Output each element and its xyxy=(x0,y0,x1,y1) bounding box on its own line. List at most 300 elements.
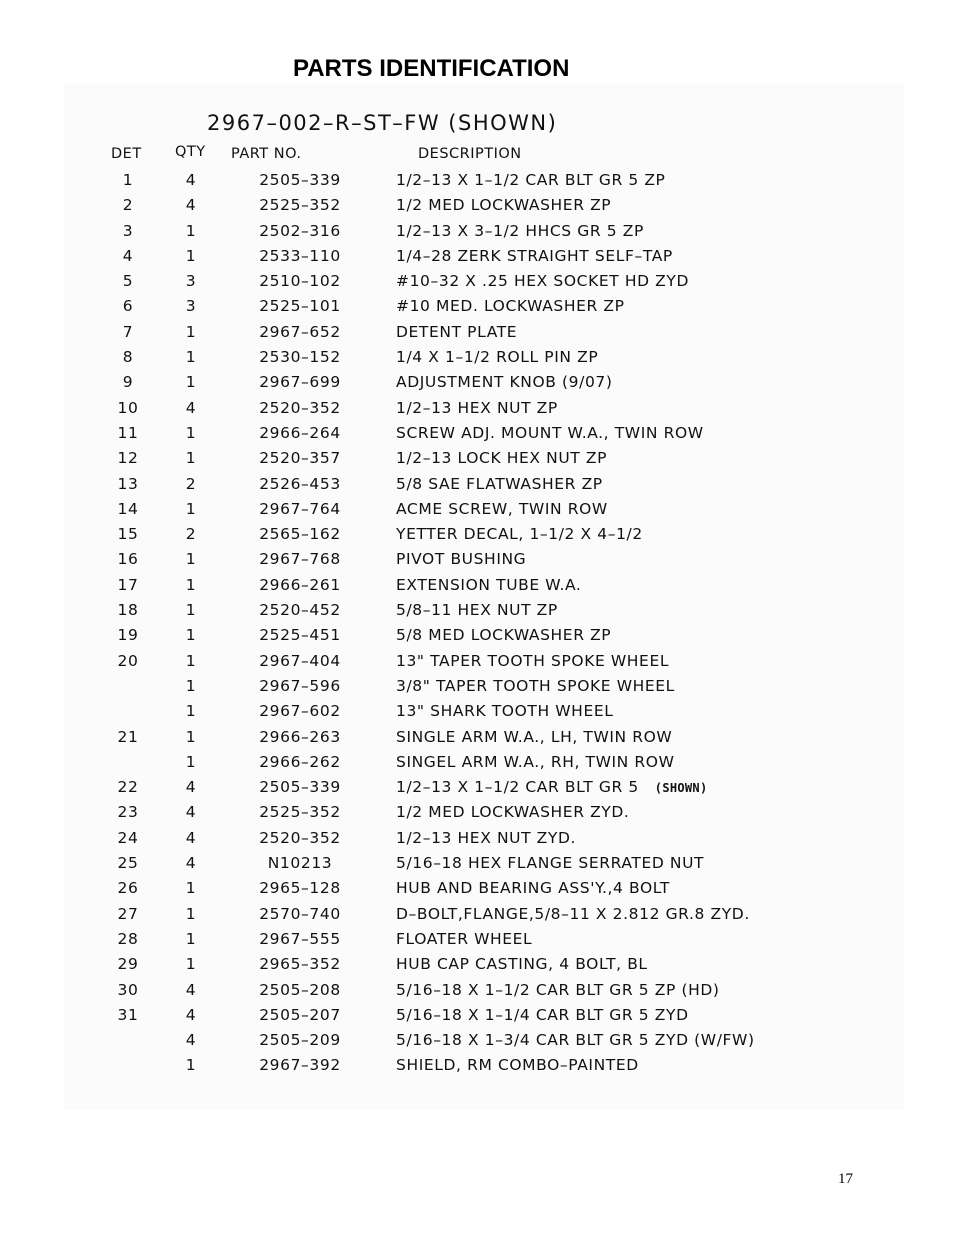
table-row xyxy=(0,522,954,547)
part-number-cell xyxy=(250,775,350,800)
qty-cell-text: 1 xyxy=(185,929,197,948)
det-cell-text: 30 xyxy=(117,980,139,999)
table-row xyxy=(0,598,954,623)
qty-cell-text: 1 xyxy=(185,676,197,695)
part-number-cell-text: 2565–162 xyxy=(259,525,341,544)
part-number-cell-text: 2525–101 xyxy=(259,297,341,316)
description-cell xyxy=(396,497,608,522)
table-row xyxy=(0,1053,954,1078)
part-number-cell xyxy=(250,320,350,345)
description-cell-text: 3/8" TAPER TOOTH SPOKE WHEEL xyxy=(396,676,675,695)
part-number-cell-text: N10213 xyxy=(267,854,333,873)
part-number-cell xyxy=(250,472,350,497)
description-cell-text: DETENT PLATE xyxy=(396,322,518,341)
qty-cell-text: 1 xyxy=(185,322,197,341)
qty-cell xyxy=(180,370,202,395)
qty-cell-text: 4 xyxy=(185,828,197,847)
part-number-cell-text: 2965–352 xyxy=(259,955,341,974)
qty-cell-text: 2 xyxy=(185,525,197,544)
part-number-cell xyxy=(250,649,350,674)
qty-cell xyxy=(180,219,202,244)
part-number-cell-text: 2520–357 xyxy=(259,449,341,468)
description-cell-text: #10–32 X .25 HEX SOCKET HD ZYD xyxy=(396,272,689,291)
qty-cell xyxy=(180,320,202,345)
part-number-cell xyxy=(250,294,350,319)
description-cell xyxy=(396,725,672,750)
table-row xyxy=(0,168,954,193)
description-cell xyxy=(396,320,517,345)
det-cell xyxy=(110,826,146,851)
description-cell-text: 1/2–13 X 3–1/2 HHCS GR 5 ZP xyxy=(396,221,644,240)
det-cell xyxy=(110,978,146,1003)
description-cell-text: 5/8–11 HEX NUT ZP xyxy=(396,601,558,620)
table-row xyxy=(0,902,954,927)
qty-cell-text: 4 xyxy=(185,196,197,215)
qty-cell xyxy=(180,826,202,851)
description-cell xyxy=(396,927,532,952)
qty-cell xyxy=(180,851,202,876)
table-row xyxy=(0,725,954,750)
description-cell-text: YETTER DECAL, 1–1/2 X 4–1/2 xyxy=(396,525,643,544)
det-cell-text: 22 xyxy=(117,778,139,797)
description-cell xyxy=(396,1053,639,1078)
qty-cell xyxy=(180,649,202,674)
table-row xyxy=(0,927,954,952)
det-cell-text: 23 xyxy=(117,803,139,822)
table-row xyxy=(0,269,954,294)
description-cell xyxy=(396,522,643,547)
description-cell-text: 1/2–13 HEX NUT ZP xyxy=(396,398,558,417)
det-cell xyxy=(110,396,146,421)
table-row xyxy=(0,244,954,269)
description-cell xyxy=(396,775,707,801)
table-row xyxy=(0,219,954,244)
table-row xyxy=(0,573,954,598)
description-cell xyxy=(396,421,704,446)
qty-cell xyxy=(180,244,202,269)
table-row xyxy=(0,370,954,395)
qty-cell xyxy=(180,547,202,572)
det-cell-text: 31 xyxy=(117,1005,139,1024)
det-cell-text: 13 xyxy=(117,474,139,493)
det-cell-text: 6 xyxy=(122,297,134,316)
description-cell-text: 5/16–18 X 1–1/4 CAR BLT GR 5 ZYD xyxy=(396,1005,689,1024)
shown-note: (SHOWN) xyxy=(654,781,708,796)
qty-cell xyxy=(180,1053,202,1078)
part-number-cell xyxy=(250,522,350,547)
part-number-cell xyxy=(250,699,350,724)
parts-table xyxy=(0,168,954,1079)
qty-cell xyxy=(180,876,202,901)
det-cell-text: 20 xyxy=(117,651,139,670)
table-row xyxy=(0,421,954,446)
qty-cell-text: 1 xyxy=(185,499,197,518)
part-number-cell xyxy=(250,497,350,522)
qty-cell-text: 1 xyxy=(185,626,197,645)
description-cell xyxy=(396,547,526,572)
part-number-cell-text: 2526–453 xyxy=(259,474,341,493)
det-cell-text: 9 xyxy=(122,373,134,392)
qty-cell xyxy=(180,775,202,800)
part-number-cell-text: 2505–339 xyxy=(259,171,341,189)
det-cell-text: 3 xyxy=(122,221,134,240)
qty-cell-text: 1 xyxy=(185,879,197,898)
description-cell-text: 5/16–18 X 1–1/2 CAR BLT GR 5 ZP (HD) xyxy=(396,980,720,999)
qty-cell xyxy=(180,674,202,699)
description-cell-text: ACME SCREW, TWIN ROW xyxy=(396,499,608,518)
description-cell xyxy=(396,598,558,623)
det-cell-text: 16 xyxy=(117,550,139,569)
part-number-cell-text: 2967–768 xyxy=(259,550,341,569)
qty-cell-text: 4 xyxy=(185,803,197,822)
description-cell-text: SCREW ADJ. MOUNT W.A., TWIN ROW xyxy=(396,423,704,442)
qty-cell xyxy=(180,269,202,294)
part-number-cell-text: 2510–102 xyxy=(259,272,341,291)
description-cell-text: 5/16–18 X 1–3/4 CAR BLT GR 5 ZYD (W/FW) xyxy=(396,1031,755,1050)
description-cell xyxy=(396,370,613,395)
det-cell-text: 14 xyxy=(117,499,139,518)
det-cell-text: 4 xyxy=(122,246,134,265)
part-number-cell-text: 2965–128 xyxy=(259,879,341,898)
description-cell-text: 1/2 MED LOCKWASHER ZP xyxy=(396,196,612,215)
part-number-cell xyxy=(250,725,350,750)
description-cell xyxy=(396,978,720,1003)
part-number-cell xyxy=(250,598,350,623)
qty-cell-text: 1 xyxy=(185,702,197,721)
det-cell xyxy=(110,472,146,497)
table-row xyxy=(0,876,954,901)
qty-cell-text: 4 xyxy=(185,171,197,189)
qty-cell xyxy=(180,472,202,497)
det-cell xyxy=(110,244,146,269)
description-cell xyxy=(396,800,629,825)
part-number-cell-text: 2525–352 xyxy=(259,196,341,215)
det-cell xyxy=(110,421,146,446)
part-number-cell xyxy=(250,421,350,446)
part-number-cell-text: 2520–352 xyxy=(259,398,341,417)
description-cell-text: 13" TAPER TOOTH SPOKE WHEEL xyxy=(396,651,670,670)
det-cell xyxy=(110,649,146,674)
page-number: 17 xyxy=(838,1171,853,1187)
description-cell xyxy=(396,345,598,370)
part-number-cell xyxy=(250,446,350,471)
description-cell xyxy=(396,446,607,471)
description-cell-text: SHIELD, RM COMBO–PAINTED xyxy=(396,1056,639,1075)
description-cell-text: HUB CAP CASTING, 4 BOLT, BL xyxy=(396,955,648,974)
part-number-cell xyxy=(250,826,350,851)
qty-cell xyxy=(180,396,202,421)
part-number-cell xyxy=(250,851,350,876)
qty-cell-text: 1 xyxy=(185,423,197,442)
table-row xyxy=(0,345,954,370)
qty-cell xyxy=(180,699,202,724)
det-cell-text: 5 xyxy=(122,272,134,291)
part-number-cell xyxy=(250,345,350,370)
det-cell xyxy=(110,902,146,927)
description-cell xyxy=(396,1003,689,1028)
det-cell xyxy=(110,370,146,395)
det-cell xyxy=(110,725,146,750)
description-cell xyxy=(396,902,750,927)
description-cell xyxy=(396,851,704,876)
description-cell xyxy=(396,750,675,775)
description-cell-text: FLOATER WHEEL xyxy=(396,929,533,948)
description-cell xyxy=(396,952,648,977)
det-cell-text: 18 xyxy=(117,601,139,620)
qty-cell xyxy=(180,1028,202,1053)
part-number-cell-text: 2533–110 xyxy=(259,246,341,265)
part-number-cell xyxy=(250,800,350,825)
column-header-det: DET xyxy=(111,146,142,162)
description-cell xyxy=(396,244,673,269)
qty-cell xyxy=(180,927,202,952)
qty-cell xyxy=(180,497,202,522)
description-cell xyxy=(396,219,644,244)
description-cell-text: 5/8 SAE FLATWASHER ZP xyxy=(396,474,603,493)
part-number-cell xyxy=(250,978,350,1003)
table-row xyxy=(0,547,954,572)
part-number-cell xyxy=(250,168,350,193)
table-row xyxy=(0,800,954,825)
qty-cell xyxy=(180,1003,202,1028)
table-row xyxy=(0,699,954,724)
part-number-cell-text: 2525–451 xyxy=(259,626,341,645)
det-cell xyxy=(110,623,146,648)
table-row xyxy=(0,1003,954,1028)
det-cell-text: 11 xyxy=(117,423,139,442)
qty-cell-text: 4 xyxy=(185,1005,197,1024)
qty-cell xyxy=(180,345,202,370)
qty-cell xyxy=(180,193,202,218)
description-cell xyxy=(396,396,558,421)
part-number-cell-text: 2520–452 xyxy=(259,601,341,620)
det-cell xyxy=(110,952,146,977)
table-row xyxy=(0,320,954,345)
det-cell-text: 1 xyxy=(122,171,134,189)
part-number-cell xyxy=(250,573,350,598)
det-cell xyxy=(110,497,146,522)
qty-cell xyxy=(180,598,202,623)
qty-cell xyxy=(180,952,202,977)
part-number-cell-text: 2505–207 xyxy=(259,1005,341,1024)
det-cell xyxy=(110,876,146,901)
description-cell-text: 13" SHARK TOOTH WHEEL xyxy=(396,702,614,721)
part-number-cell-text: 2505–209 xyxy=(259,1031,341,1050)
part-number-cell-text: 2967–392 xyxy=(259,1056,341,1075)
part-number-cell xyxy=(250,244,350,269)
part-number-cell-text: 2525–352 xyxy=(259,803,341,822)
part-number-cell xyxy=(250,547,350,572)
det-cell-text: 7 xyxy=(122,322,134,341)
det-cell xyxy=(110,522,146,547)
description-cell xyxy=(396,826,576,851)
description-cell-text: 1/2–13 X 1–1/2 CAR BLT GR 5 ZP xyxy=(396,171,666,189)
det-cell-text: 17 xyxy=(117,575,139,594)
description-cell-text: 5/8 MED LOCKWASHER ZP xyxy=(396,626,612,645)
table-row xyxy=(0,446,954,471)
det-cell xyxy=(110,775,146,800)
qty-cell-text: 1 xyxy=(185,449,197,468)
qty-cell-text: 1 xyxy=(185,752,197,771)
qty-cell-text: 1 xyxy=(185,651,197,670)
qty-cell-text: 3 xyxy=(185,272,197,291)
description-cell xyxy=(396,1028,755,1053)
part-number-cell xyxy=(250,952,350,977)
description-cell-text: 1/2–13 LOCK HEX NUT ZP xyxy=(396,449,608,468)
column-header-description: DESCRIPTION xyxy=(418,146,522,162)
description-cell-text: SINGLE ARM W.A., LH, TWIN ROW xyxy=(396,727,673,746)
det-cell xyxy=(110,573,146,598)
description-cell-text: 5/16–18 HEX FLANGE SERRATED NUT xyxy=(396,854,705,873)
det-cell-text: 26 xyxy=(117,879,139,898)
qty-cell-text: 1 xyxy=(185,348,197,367)
assembly-title: 2967–002–R–ST–FW (SHOWN) xyxy=(207,111,558,135)
description-cell-text: HUB AND BEARING ASS'Y.,4 BOLT xyxy=(396,879,670,898)
part-number-cell-text: 2505–208 xyxy=(259,980,341,999)
det-cell-text: 19 xyxy=(117,626,139,645)
part-number-cell xyxy=(250,1053,350,1078)
qty-cell xyxy=(180,800,202,825)
det-cell xyxy=(110,446,146,471)
part-number-cell xyxy=(250,396,350,421)
det-cell xyxy=(110,598,146,623)
qty-cell-text: 1 xyxy=(185,1056,197,1075)
description-cell xyxy=(396,294,625,319)
part-number-cell-text: 2966–263 xyxy=(259,727,341,746)
description-cell xyxy=(396,674,675,699)
det-cell-text: 28 xyxy=(117,929,139,948)
column-header-part-no: PART NO. xyxy=(231,146,302,162)
description-cell-text: ADJUSTMENT KNOB (9/07) xyxy=(396,373,613,392)
det-cell xyxy=(110,219,146,244)
part-number-cell xyxy=(250,902,350,927)
part-number-cell xyxy=(250,269,350,294)
description-cell xyxy=(396,573,581,598)
qty-cell-text: 1 xyxy=(185,246,197,265)
part-number-cell-text: 2966–261 xyxy=(259,575,341,594)
qty-cell-text: 1 xyxy=(185,575,197,594)
table-row xyxy=(0,775,954,800)
qty-cell-text: 1 xyxy=(185,601,197,620)
det-cell-text: 8 xyxy=(122,348,134,367)
det-cell-text: 12 xyxy=(117,449,139,468)
part-number-cell-text: 2530–152 xyxy=(259,348,341,367)
det-cell-text: 15 xyxy=(117,525,139,544)
part-number-cell-text: 2966–262 xyxy=(259,752,341,771)
table-row xyxy=(0,497,954,522)
part-number-cell-text: 2967–699 xyxy=(259,373,341,392)
part-number-cell-text: 2967–596 xyxy=(259,676,341,695)
part-number-cell xyxy=(250,750,350,775)
part-number-cell xyxy=(250,623,350,648)
description-cell-text: EXTENSION TUBE W.A. xyxy=(396,575,582,594)
qty-cell xyxy=(180,725,202,750)
column-header-qty: QTY xyxy=(175,144,206,160)
part-number-cell xyxy=(250,1003,350,1028)
description-cell-text: 1/2–13 X 1–1/2 CAR BLT GR 5 xyxy=(396,778,639,797)
det-cell-text: 27 xyxy=(117,904,139,923)
det-cell-text: 21 xyxy=(117,727,139,746)
qty-cell-text: 3 xyxy=(185,297,197,316)
qty-cell-text: 4 xyxy=(185,1031,197,1050)
part-number-cell-text: 2502–316 xyxy=(259,221,341,240)
qty-cell-text: 1 xyxy=(185,221,197,240)
det-cell xyxy=(110,193,146,218)
part-number-cell xyxy=(250,876,350,901)
qty-cell xyxy=(180,168,202,193)
qty-cell-text: 4 xyxy=(185,854,197,873)
part-number-cell xyxy=(250,219,350,244)
qty-cell xyxy=(180,446,202,471)
det-cell-text: 10 xyxy=(117,398,139,417)
description-cell-text: 1/4 X 1–1/2 ROLL PIN ZP xyxy=(396,348,599,367)
description-cell-text: #10 MED. LOCKWASHER ZP xyxy=(396,297,625,316)
det-cell-text: 29 xyxy=(117,955,139,974)
part-number-cell xyxy=(250,927,350,952)
qty-cell xyxy=(180,902,202,927)
det-cell xyxy=(110,927,146,952)
page-title: PARTS IDENTIFICATION xyxy=(293,55,570,82)
description-cell xyxy=(396,269,689,294)
part-number-cell-text: 2967–652 xyxy=(259,322,341,341)
description-cell xyxy=(396,623,611,648)
det-cell xyxy=(110,294,146,319)
qty-cell xyxy=(180,750,202,775)
qty-cell-text: 1 xyxy=(185,550,197,569)
part-number-cell xyxy=(250,1028,350,1053)
det-cell xyxy=(110,345,146,370)
table-row xyxy=(0,674,954,699)
table-row xyxy=(0,396,954,421)
det-cell-text: 24 xyxy=(117,828,139,847)
qty-cell xyxy=(180,573,202,598)
table-row xyxy=(0,472,954,497)
part-number-cell-text: 2505–339 xyxy=(259,778,341,797)
table-row xyxy=(0,978,954,1003)
part-number-cell-text: 2967–555 xyxy=(259,929,341,948)
det-cell xyxy=(110,547,146,572)
description-cell-text: D–BOLT,FLANGE,5/8–11 X 2.812 GR.8 ZYD. xyxy=(396,904,750,923)
description-cell-text: 1/2–13 HEX NUT ZYD. xyxy=(396,828,577,847)
qty-cell-text: 1 xyxy=(185,904,197,923)
qty-cell xyxy=(180,978,202,1003)
table-row xyxy=(0,851,954,876)
det-cell xyxy=(110,1003,146,1028)
qty-cell-text: 1 xyxy=(185,955,197,974)
part-number-cell-text: 2967–404 xyxy=(259,651,341,670)
description-cell xyxy=(396,472,603,497)
qty-cell-text: 2 xyxy=(185,474,197,493)
qty-cell xyxy=(180,294,202,319)
qty-cell-text: 1 xyxy=(185,727,197,746)
qty-cell-text: 4 xyxy=(185,778,197,797)
description-cell-text: PIVOT BUSHING xyxy=(396,550,527,569)
part-number-cell-text: 2570–740 xyxy=(259,904,341,923)
table-row xyxy=(0,193,954,218)
det-cell xyxy=(110,269,146,294)
description-cell xyxy=(396,699,613,724)
det-cell xyxy=(110,320,146,345)
part-number-cell-text: 2967–764 xyxy=(259,499,341,518)
table-row xyxy=(0,623,954,648)
qty-cell-text: 1 xyxy=(185,373,197,392)
part-number-cell-text: 2967–602 xyxy=(259,702,341,721)
part-number-cell xyxy=(250,370,350,395)
part-number-cell-text: 2966–264 xyxy=(259,423,341,442)
table-row xyxy=(0,294,954,319)
part-number-cell xyxy=(250,193,350,218)
table-row xyxy=(0,750,954,775)
